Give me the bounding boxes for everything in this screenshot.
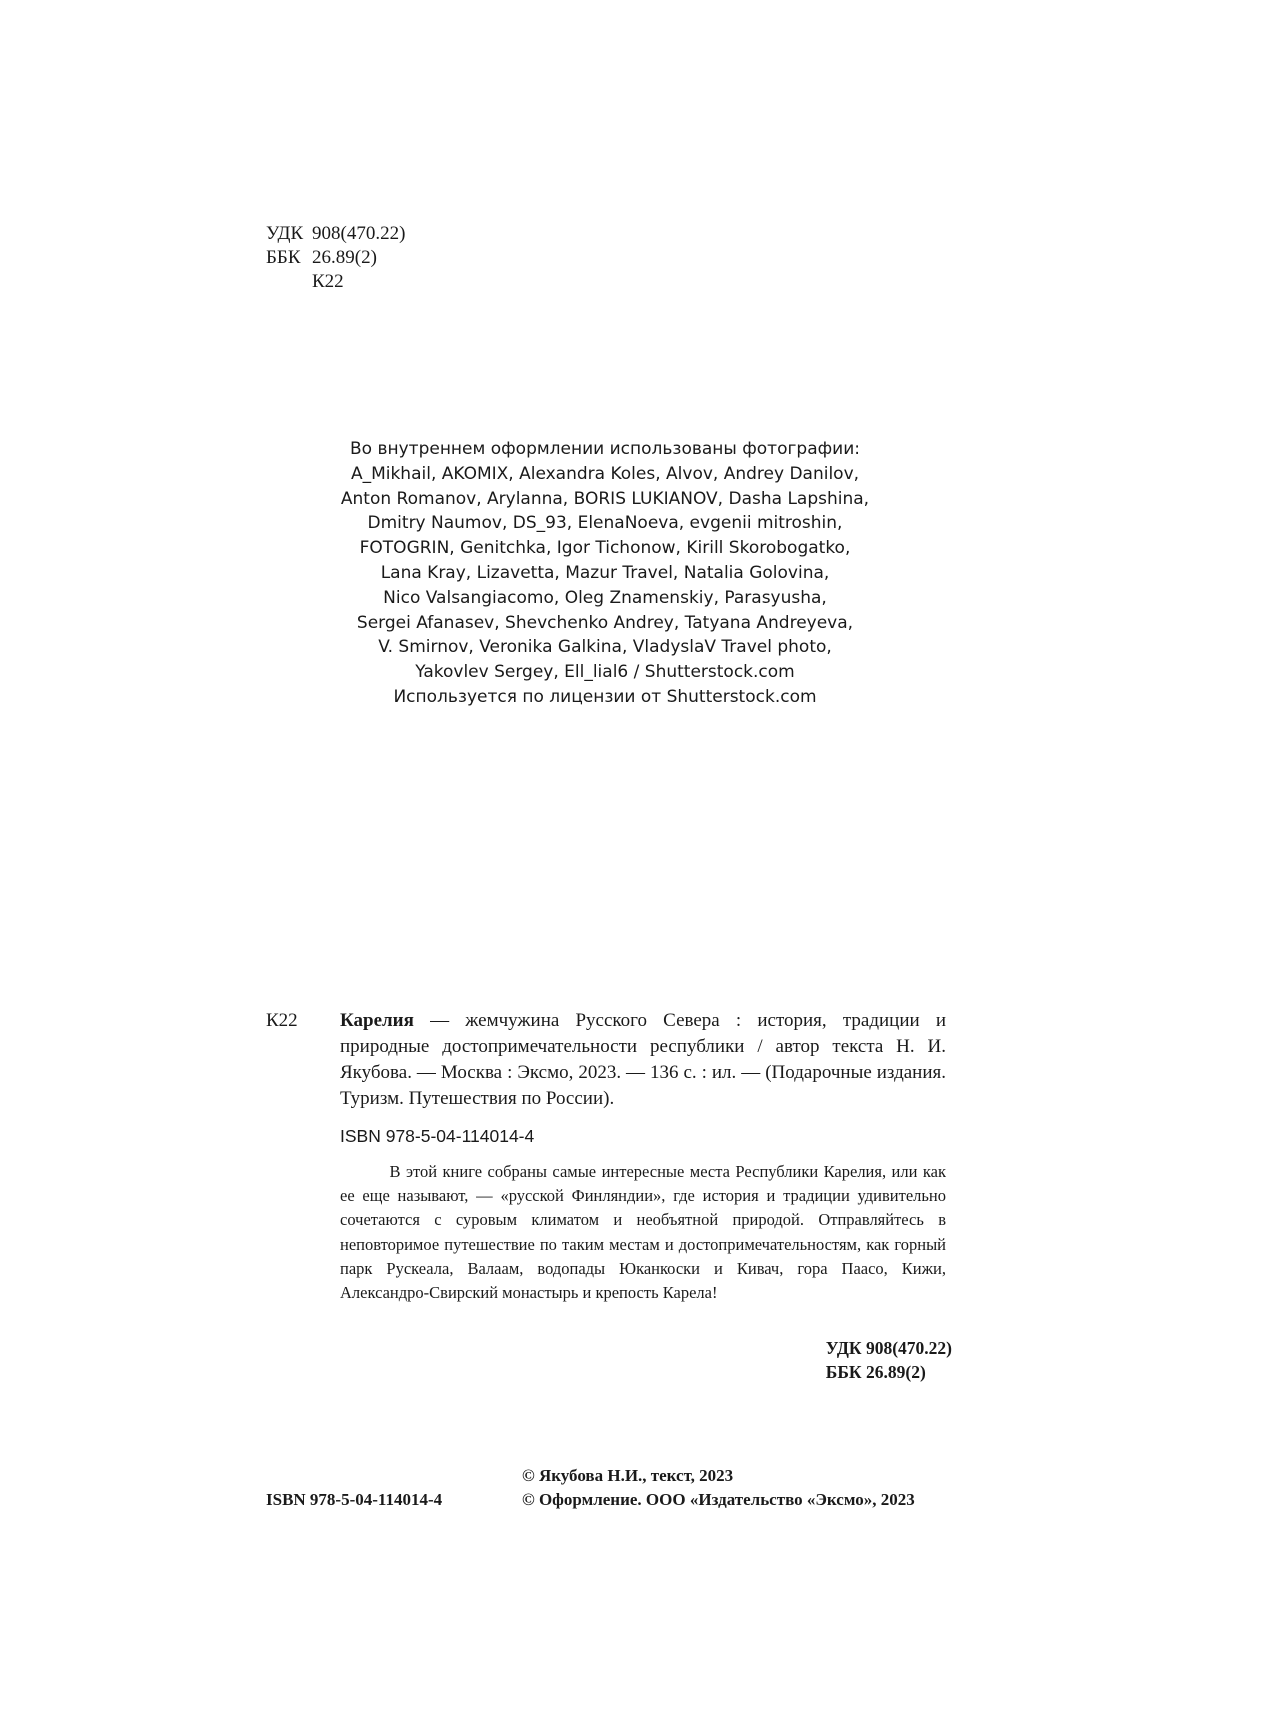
bbk-value: 26.89(2) bbox=[312, 247, 377, 268]
annotation bbox=[340, 1160, 946, 1305]
photo-credits-line: V. Smirnov, Veronika Galkina, VladyslaV Travel photo, bbox=[378, 637, 832, 658]
copyright-design: © Оформление. ООО «Издательство «Эксмо», 2023 bbox=[522, 1490, 915, 1509]
udk-row bbox=[266, 222, 405, 246]
photo-credits bbox=[300, 437, 910, 710]
bib-details: — жемчужина Русского Севера : история, традиции и природные достопримечательности республики / автор текста Н. И. Якубова. — Москва : Эксмо, 2023. — 136 с. : ил. — (Подарочные издания. Туризм. Путешествия по России). bbox=[340, 1010, 946, 1109]
photo-credits-line: Nico Valsangiacomo, Oleg Znamenskiy, Parasyusha, bbox=[383, 587, 827, 608]
bib-isbn: ISBN 978-5-04-114014-4 bbox=[340, 1126, 535, 1146]
codes-right bbox=[826, 1336, 952, 1384]
bib-code: К22 bbox=[266, 1010, 298, 1031]
book-title: Карелия bbox=[340, 1010, 414, 1031]
photo-credits-line: Anton Romanov, Arylanna, BORIS LUKIANOV, Dasha Lapshina, bbox=[340, 488, 870, 509]
copyright-lines bbox=[522, 1464, 915, 1512]
footer-isbn: ISBN 978-5-04-114014-4 bbox=[266, 1490, 443, 1509]
photo-credits-line: A_Mikhail, AKOMIX, Alexandra Koles, Alvov, Andrey Danilov, bbox=[350, 463, 860, 484]
bib-description bbox=[340, 1008, 946, 1112]
photo-credits-line: Dmitry Naumov, DS_93, ElenaNoeva, evgenii mitroshin, bbox=[367, 513, 843, 534]
photo-credits-line: Sergei Afanasev, Shevchenko Andrey, Tatyana Andreyeva, bbox=[356, 612, 854, 633]
bbk-label: ББК bbox=[266, 247, 301, 268]
copyright-text: © Якубова Н.И., текст, 2023 bbox=[522, 1466, 734, 1485]
photo-credits-line: Во внутреннем оформлении использованы фотографии: bbox=[350, 439, 860, 459]
udk-code: УДК 908(470.22) bbox=[825, 1338, 952, 1358]
photo-credits-line: FOTOGRIN, Genitchka, Igor Tichonow, Kirill Skorobogatko, bbox=[359, 538, 851, 559]
udk-label: УДК bbox=[266, 223, 304, 244]
bbk-row bbox=[266, 246, 405, 270]
author-mark: К22 bbox=[312, 271, 344, 292]
photo-credits-line: Используется по лицензии от Shutterstock.com bbox=[393, 686, 817, 707]
photo-credits-line: Lana Kray, Lizavetta, Mazur Travel, Natalia Golovina, bbox=[380, 562, 830, 583]
udk-value: 908(470.22) bbox=[312, 223, 406, 244]
bbk-code: ББК 26.89(2) bbox=[825, 1362, 926, 1382]
photo-credits-line: Yakovlev Sergey, Ell_lial6 / Shutterstock.com bbox=[415, 662, 795, 683]
classification-codes bbox=[266, 222, 405, 294]
annotation-text: В этой книге собраны самые интересные места Республики Карелия, или как ее еще называют, — «русской Финляндии», где история и традиции удивительно сочетаются с суровым климатом и необъятной природой. Отправляйтесь в неповторимое путешествие по таким местам и достопримечательностям, как горный парк Рускеала, Валаам, водопады Юканкоски и Кивач, гора Паасо, Кижи, Александро-Свирский монастырь и крепость Карела! bbox=[340, 1162, 946, 1303]
